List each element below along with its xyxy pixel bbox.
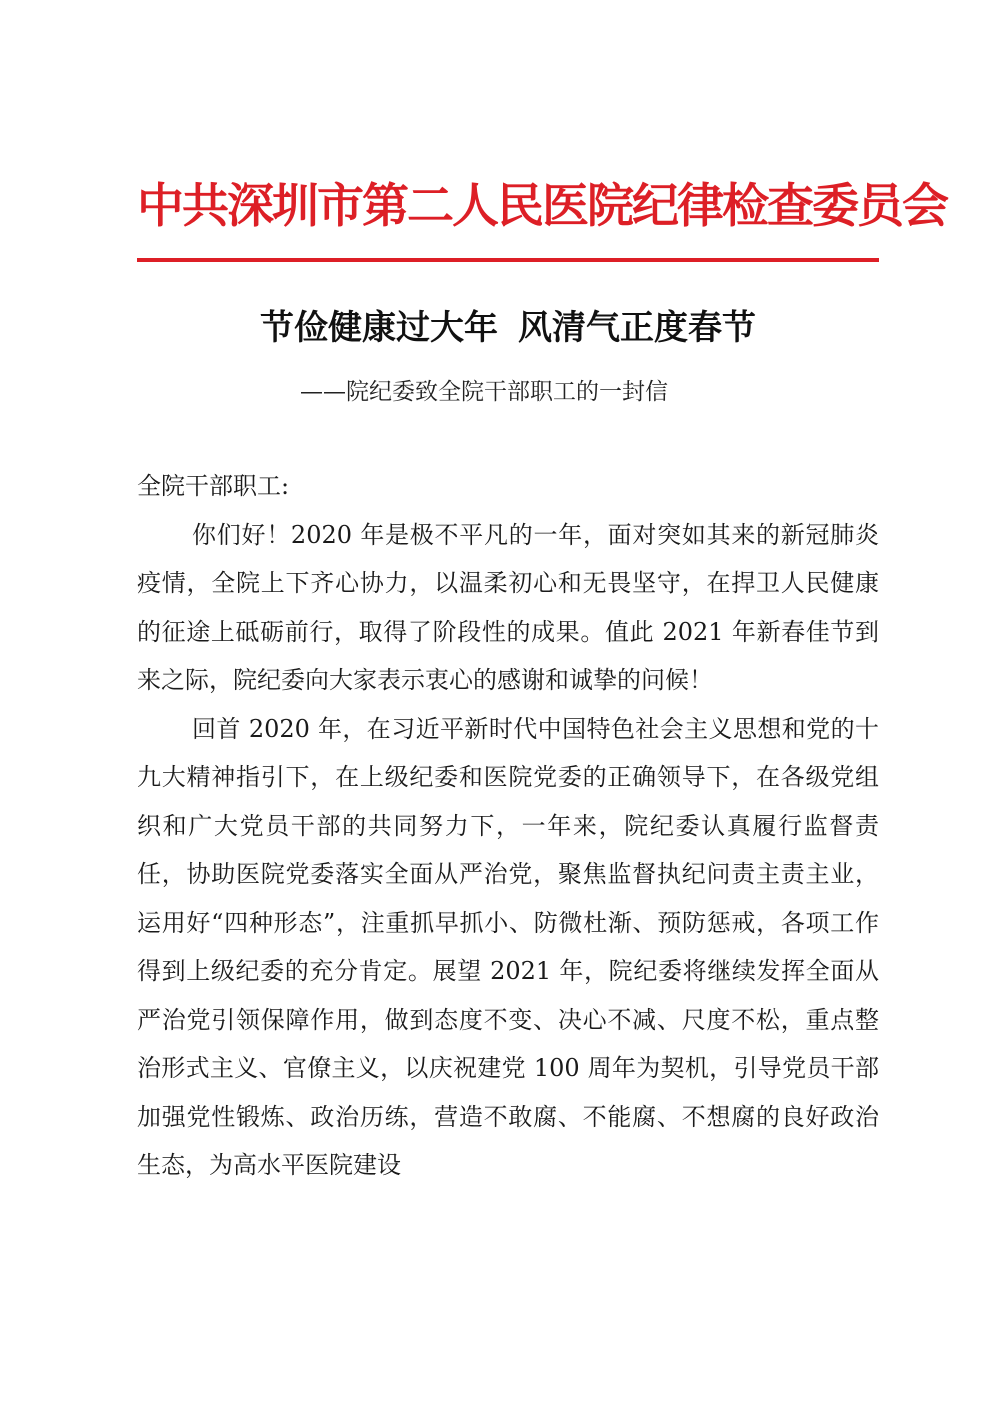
document-title: [137, 300, 879, 356]
letterhead-divider: [137, 258, 879, 262]
paragraph: 你们好！2020 年是极不平凡的一年，面对突如其来的新冠肺炎疫情，全院上下齐心协力，以温柔初心和无畏坚守，在捍卫人民健康的征途上砥砺前行，取得了阶段性的成果。值此 2021 年新春佳节到来之际，院纪委向大家表示衷心的感谢和诚挚的问候！: [137, 520, 879, 694]
letterhead-title: 中共深圳市第二人民医院纪律检查委员会: [137, 179, 947, 234]
salutation: 全院干部职工:: [137, 472, 290, 500]
letter-body: [137, 462, 879, 1190]
document-subtitle: ——院纪委致全院干部职工的一封信: [300, 379, 668, 405]
title-part-1: 节俭健康过大年: [260, 308, 498, 348]
title-part-2: 风清气正度春节: [518, 308, 756, 348]
paragraph: 回首 2020 年，在习近平新时代中国特色社会主义思想和党的十九大精神指引下，在上级纪委和医院党委的正确领导下，在各级党组织和广大党员干部的共同努力下，一年来，院纪委认真履行监督责任，协助医院党委落实全面从严治党，聚焦监督执纪问责主责主业，运用好“四种形态”，注重抓早抓小、防微杜渐、预防惩戒，各项工作得到上级纪委的充分肯定。展望 2021 年，院纪委将继续发挥全面从严治党引领保障作用，做到态度不变、决心不减、尺度不松，重点整治形式主义、官僚主义，以庆祝建党 100 周年为契机，引导党员干部加强党性锻炼、政治历练，营造不敢腐、不能腐、不想腐的良好政治生态，为高水平医院建设: [137, 714, 879, 1179]
